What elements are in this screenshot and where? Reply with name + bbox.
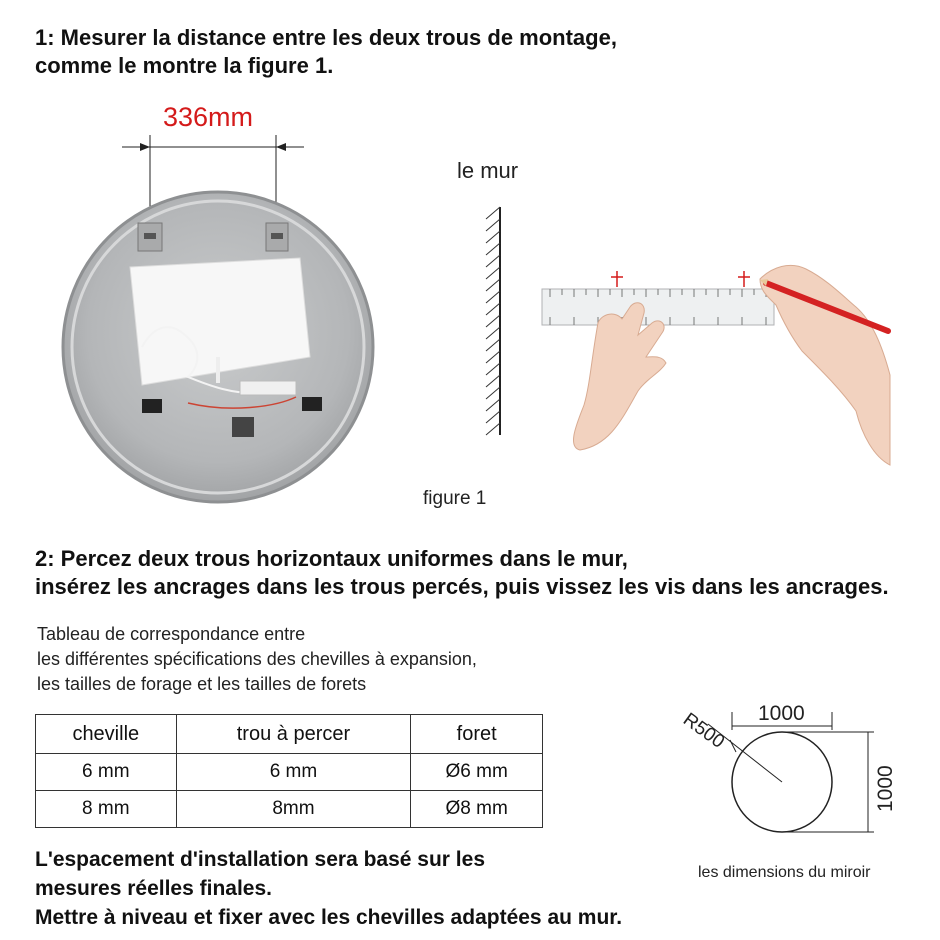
table-cell: 8mm bbox=[176, 791, 411, 828]
table-row bbox=[36, 791, 543, 828]
table-intro-line2: les différentes spécifications des chevilles à expansion, bbox=[37, 649, 477, 669]
measurement-label: 336mm bbox=[163, 102, 254, 132]
step2-line2: insérez les ancrages dans les trous percés, puis vissez les vis dans les ancrages. bbox=[35, 574, 889, 599]
table-cell: Ø6 mm bbox=[411, 754, 543, 791]
dimension-diagram bbox=[660, 692, 900, 852]
final-note bbox=[35, 845, 622, 932]
wall-label: le mur bbox=[457, 158, 519, 183]
step2-heading bbox=[35, 545, 889, 601]
wall-ruler-illustration bbox=[470, 195, 900, 485]
final-note-line1: L'espacement d'installation sera basé sur les bbox=[35, 848, 486, 871]
height-value: 1000 bbox=[874, 765, 897, 812]
table-intro-line1: Tableau de correspondance entre bbox=[37, 624, 306, 644]
table-intro bbox=[37, 622, 477, 697]
table-cell: 8 mm bbox=[36, 791, 177, 828]
mirror-back-illustration bbox=[60, 135, 390, 505]
step1-line1: 1: Mesurer la distance entre les deux trous de montage, bbox=[35, 25, 617, 50]
pad-left bbox=[142, 399, 162, 413]
step1-line2: comme le montre la figure 1. bbox=[35, 53, 334, 78]
table-cell: 6 mm bbox=[36, 754, 177, 791]
drill-marks bbox=[611, 271, 750, 287]
table-header-row bbox=[36, 715, 543, 754]
right-hand bbox=[760, 265, 890, 465]
radius-value: R500 bbox=[679, 709, 729, 753]
sensor-module bbox=[232, 417, 254, 437]
table-intro-line3: les tailles de forage et les tailles de forets bbox=[37, 674, 367, 694]
header-trou: trou à percer bbox=[176, 715, 411, 754]
step2-line1: 2: Percez deux trous horizontaux uniformes dans le mur, bbox=[35, 546, 628, 571]
width-value: 1000 bbox=[758, 702, 805, 725]
final-note-line3: Mettre à niveau et fixer avec les chevilles adaptées au mur. bbox=[35, 906, 623, 929]
final-note-line2: mesures réelles finales. bbox=[35, 877, 272, 900]
table-row bbox=[36, 754, 543, 791]
driver-box bbox=[240, 381, 296, 395]
table-cell: 6 mm bbox=[176, 754, 411, 791]
pad-right bbox=[302, 397, 322, 411]
table-cell: Ø8 mm bbox=[411, 791, 543, 828]
spec-table bbox=[35, 714, 543, 828]
header-foret: foret bbox=[411, 715, 543, 754]
header-cheville: cheville bbox=[36, 715, 177, 754]
figure-caption: figure 1 bbox=[423, 488, 487, 509]
dimensions-caption: les dimensions du miroir bbox=[698, 864, 871, 881]
step1-heading bbox=[35, 24, 617, 80]
